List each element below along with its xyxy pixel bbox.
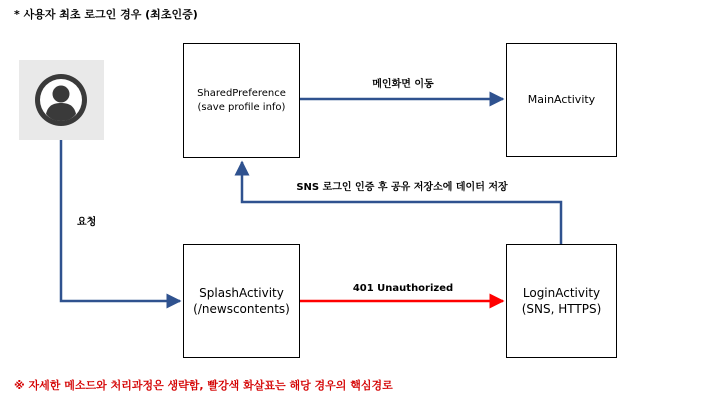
login-activity-name: LoginActivity <box>522 285 601 300</box>
edge-login-to-shared <box>242 162 561 244</box>
edge-label-request: 요청 <box>77 217 97 228</box>
splash-activity-node <box>183 244 300 358</box>
shared-preference-node <box>183 43 300 158</box>
diagram-title: * 사용자 최초 로그인 경우 (최초인증) <box>14 8 198 21</box>
footnote: ※ 자세한 메소드와 처리과정은 생략함, 빨강색 화살표는 해당 경우의 핵심경로 <box>14 379 393 392</box>
login-activity-node <box>506 244 617 358</box>
shared-preference-desc: (save profile info) <box>197 101 286 113</box>
edge-label-unauthorized: 401 Unauthorized <box>352 283 454 294</box>
edge-label-to-main: 메인화면 이동 <box>372 79 434 90</box>
splash-activity-name: SplashActivity <box>199 285 284 300</box>
splash-activity-desc: (/newscontents) <box>193 302 290 316</box>
shared-preference-name: SharedPreference <box>197 88 286 99</box>
edge-label-sns-store: SNS 로그인 인증 후 공유 저장소에 데이터 저장 <box>296 182 508 193</box>
main-activity-name: MainActivity <box>527 92 596 106</box>
main-activity-node <box>506 43 617 157</box>
login-activity-desc: (SNS, HTTPS) <box>521 302 602 316</box>
